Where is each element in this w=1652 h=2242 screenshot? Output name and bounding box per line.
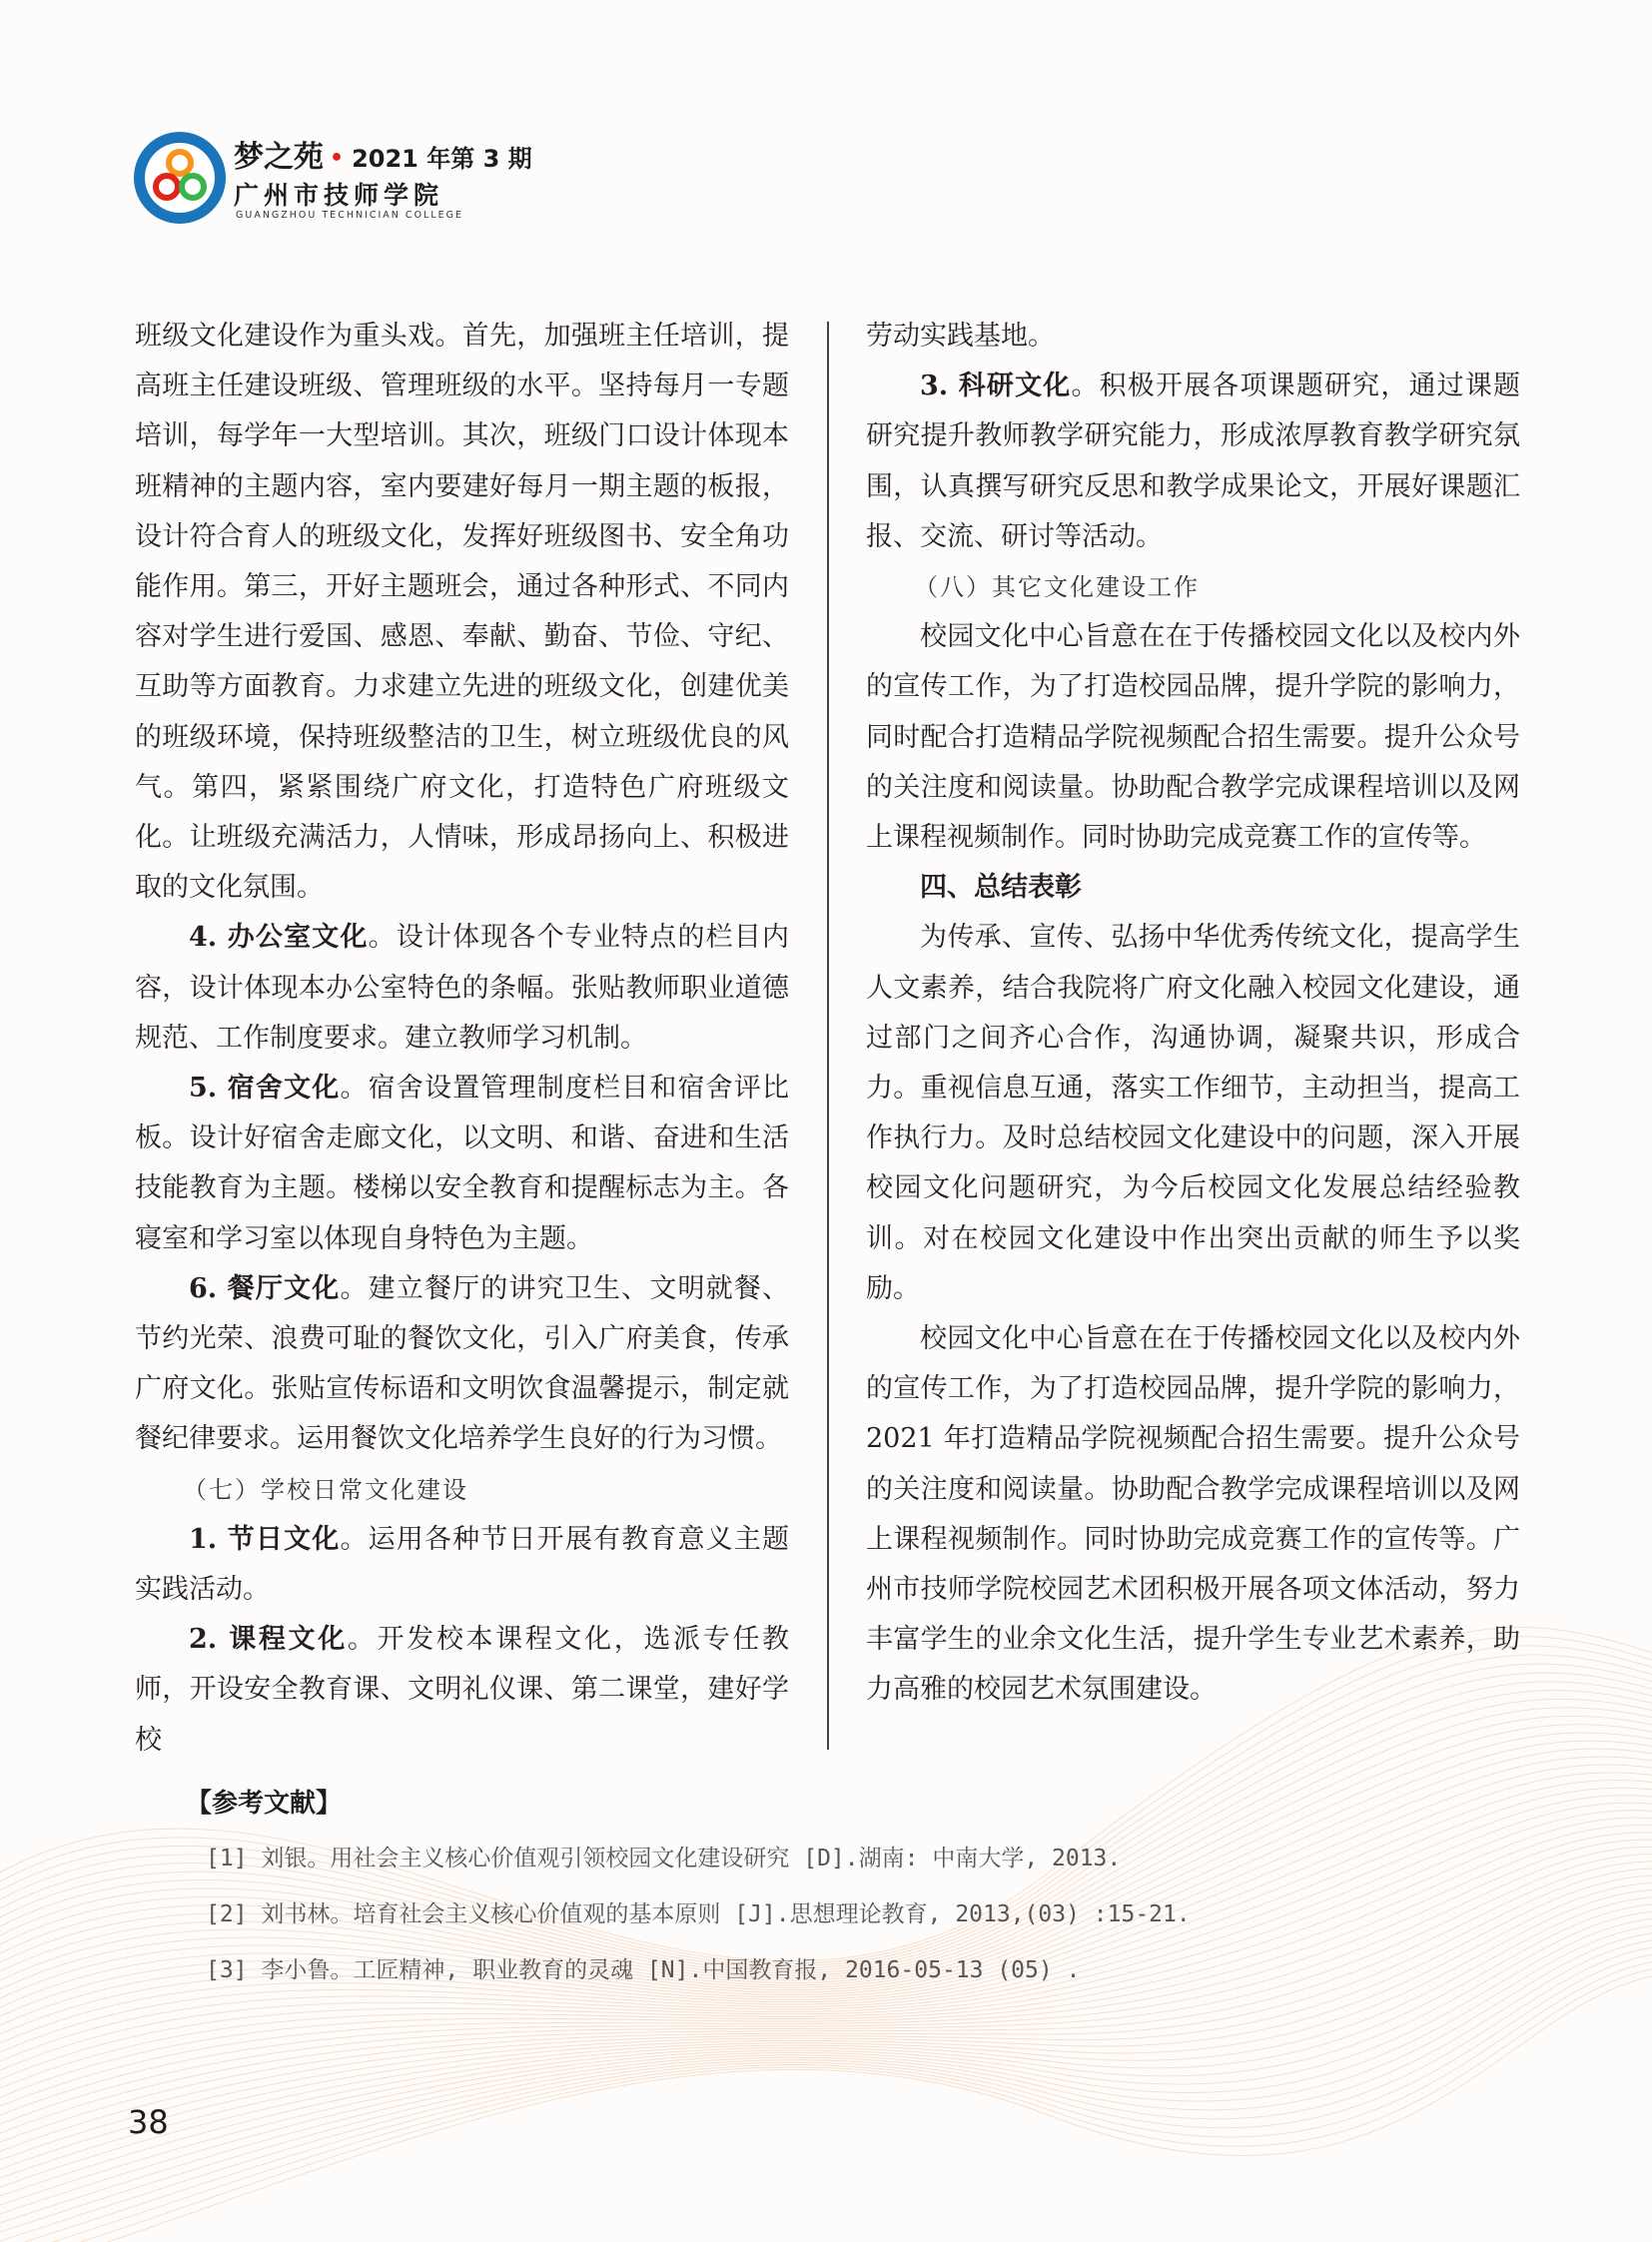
course-culture-label: 2. 课程文化: [189, 1624, 348, 1656]
reference-item: [1] 刘银。用社会主义核心价值观引领校园文化建设研究 [D].湖南: 中南大学, 2013.: [206, 1846, 1122, 1871]
column-divider: [827, 322, 829, 1750]
dorm-culture-text: 。宿舍设置管理制度栏目和宿舍评比板。设计好宿舍走廊文化，以文明、和谐、奋进和生活技能教育为主题。楼梯以安全教育和提醒标志为主。各寝室和学习室以体现自身特色为主题。: [135, 1073, 790, 1254]
college-name-cn: 广州市技师学院: [234, 181, 444, 210]
paragraph-festival-culture: [135, 1515, 789, 1615]
references-section: [186, 1783, 1191, 2007]
course-culture-text: 。开发校本课程文化，选派专任教师，开设安全教育课、文明礼仪课、第二课堂，建好学校: [135, 1624, 790, 1756]
magazine-name: 梦之苑: [234, 140, 324, 175]
left-column: [135, 312, 789, 1766]
paragraph-dorm-culture: [135, 1064, 789, 1264]
references-title: 【参考文献】: [186, 1789, 343, 1819]
festival-culture-label: 1. 节日文化: [189, 1523, 341, 1555]
paragraph-class-culture: 班级文化建设作为重头戏。首先，加强班主任培训，提高班主任建设班级、管理班级的水平。坚持每月一专题培训，每学年一大型培训。其次，班级门口设计体现本班精神的主题内容，室内要建好每月一期主题的板报，设计符合育人的班级文化，发挥好班级图书、安全角功能作用。第三，开好主题班会，通过各种形式、不同内容对学生进行爱国、感恩、奉献、勤奋、节俭、守纪、互助等方面教育。力求建立先进的班级文化，创建优美的班级环境，保持班级整洁的卫生，树立班级优良的风气。第四，紧紧围绕广府文化，打造特色广府班级文化。让班级充满活力，人情味，形成昂扬向上、积极进取的文化氛围。: [135, 321, 789, 904]
title-dot: •: [330, 146, 345, 171]
dorm-culture-label: 5. 宿舍文化: [189, 1073, 341, 1105]
paragraph-summary: 为传承、宣传、弘扬中华优秀传统文化，提高学生人文素养，结合我院将广府文化融入校园文化建设，通过部门之间齐心合作，沟通协调，凝聚共识，形成合力。重视信息互通，落实工作细节，主动担当，提高工作执行力。及时总结校园文化建设中的问题，深入开展校园文化问题研究，为今后校园文化发展总结经验教训。对在校园文化建设中作出突出贡献的师生予以奖励。: [866, 922, 1520, 1304]
paragraph-office-culture: [135, 913, 789, 1064]
paragraph-course-culture: [135, 1615, 789, 1766]
reference-item: [3] 李小鲁。工匠精神, 职业教育的灵魂 [N].中国教育报, 2016-05-13 (05) .: [206, 1957, 1081, 1983]
office-culture-label: 4. 办公室文化: [189, 922, 369, 954]
college-logo-icon: [132, 130, 228, 226]
magazine-title: [234, 132, 532, 176]
page-number: 38: [128, 2103, 169, 2141]
research-culture-text: 。积极开展各项课题研究，通过课题研究提升教师教学研究能力，形成浓厚教育教学研究氛围，认真撰写研究反思和教学成果论文，开展好课题汇报、交流、研讨等活动。: [866, 371, 1521, 552]
research-culture-label: 3. 科研文化: [920, 371, 1072, 402]
paragraph-canteen-culture: [135, 1264, 789, 1465]
canteen-culture-label: 6. 餐厅文化: [189, 1272, 341, 1304]
canteen-culture-text: 。建立餐厅的讲究卫生、文明就餐、节约光荣、浪费可耻的餐饮文化，引入广府美食，传承广府文化。张贴宣传标语和文明饮食温馨提示，制定就餐纪律要求。运用餐饮文化培养学生良好的行为习惯。: [135, 1272, 790, 1455]
section-heading-8: （八）其它文化建设工作: [914, 573, 1200, 602]
section-heading-4: 四、总结表彰: [920, 872, 1082, 904]
reference-item: [2] 刘书林。培育社会主义核心价值观的基本原则 [J].思想理论教育, 2013,(03) :15-21.: [206, 1901, 1191, 1927]
section-heading-7: （七）学校日常文化建设: [183, 1475, 468, 1504]
paragraph-research-culture: [866, 362, 1520, 562]
right-column: [866, 312, 1520, 1716]
paragraph-culture-center-1: 校园文化中心旨意在在于传播校园文化以及校内外的宣传工作，为了打造校园品牌，提升学院的影响力，同时配合打造精品学院视频配合招生需要。提升公众号的关注度和阅读量。协助配合教学完成课程培训以及网上课程视频制作。同时协助完成竞赛工作的宣传等。: [866, 621, 1520, 854]
college-name-en: GUANGZHOU TECHNICIAN COLLEGE: [236, 210, 463, 221]
issue-number: 2021 年第 3 期: [352, 145, 532, 173]
paragraph-culture-center-2: 校园文化中心旨意在在于传播校园文化以及校内外的宣传工作，为了打造校园品牌，提升学院的影响力，2021 年打造精品学院视频配合招生需要。提升公众号的关注度和阅读量。协助配合教学完成课程培训以及网上课程视频制作。同时协助完成竞赛工作的宣传等。广州市技师学院校园艺术团积极开展各项文体活动，努力丰富学生的业余文化生活，提升学生专业艺术素养，助力高雅的校园艺术氛围建设。: [866, 1323, 1520, 1706]
paragraph-labor-base: 劳动实践基地。: [866, 321, 1055, 352]
festival-culture-text: 。运用各种节日开展有教育意义主题实践活动。: [135, 1523, 790, 1606]
office-culture-text: 。设计体现各个专业特点的栏目内容，设计体现本办公室特色的条幅。张贴教师职业道德规范、工作制度要求。建立教师学习机制。: [135, 922, 789, 1054]
